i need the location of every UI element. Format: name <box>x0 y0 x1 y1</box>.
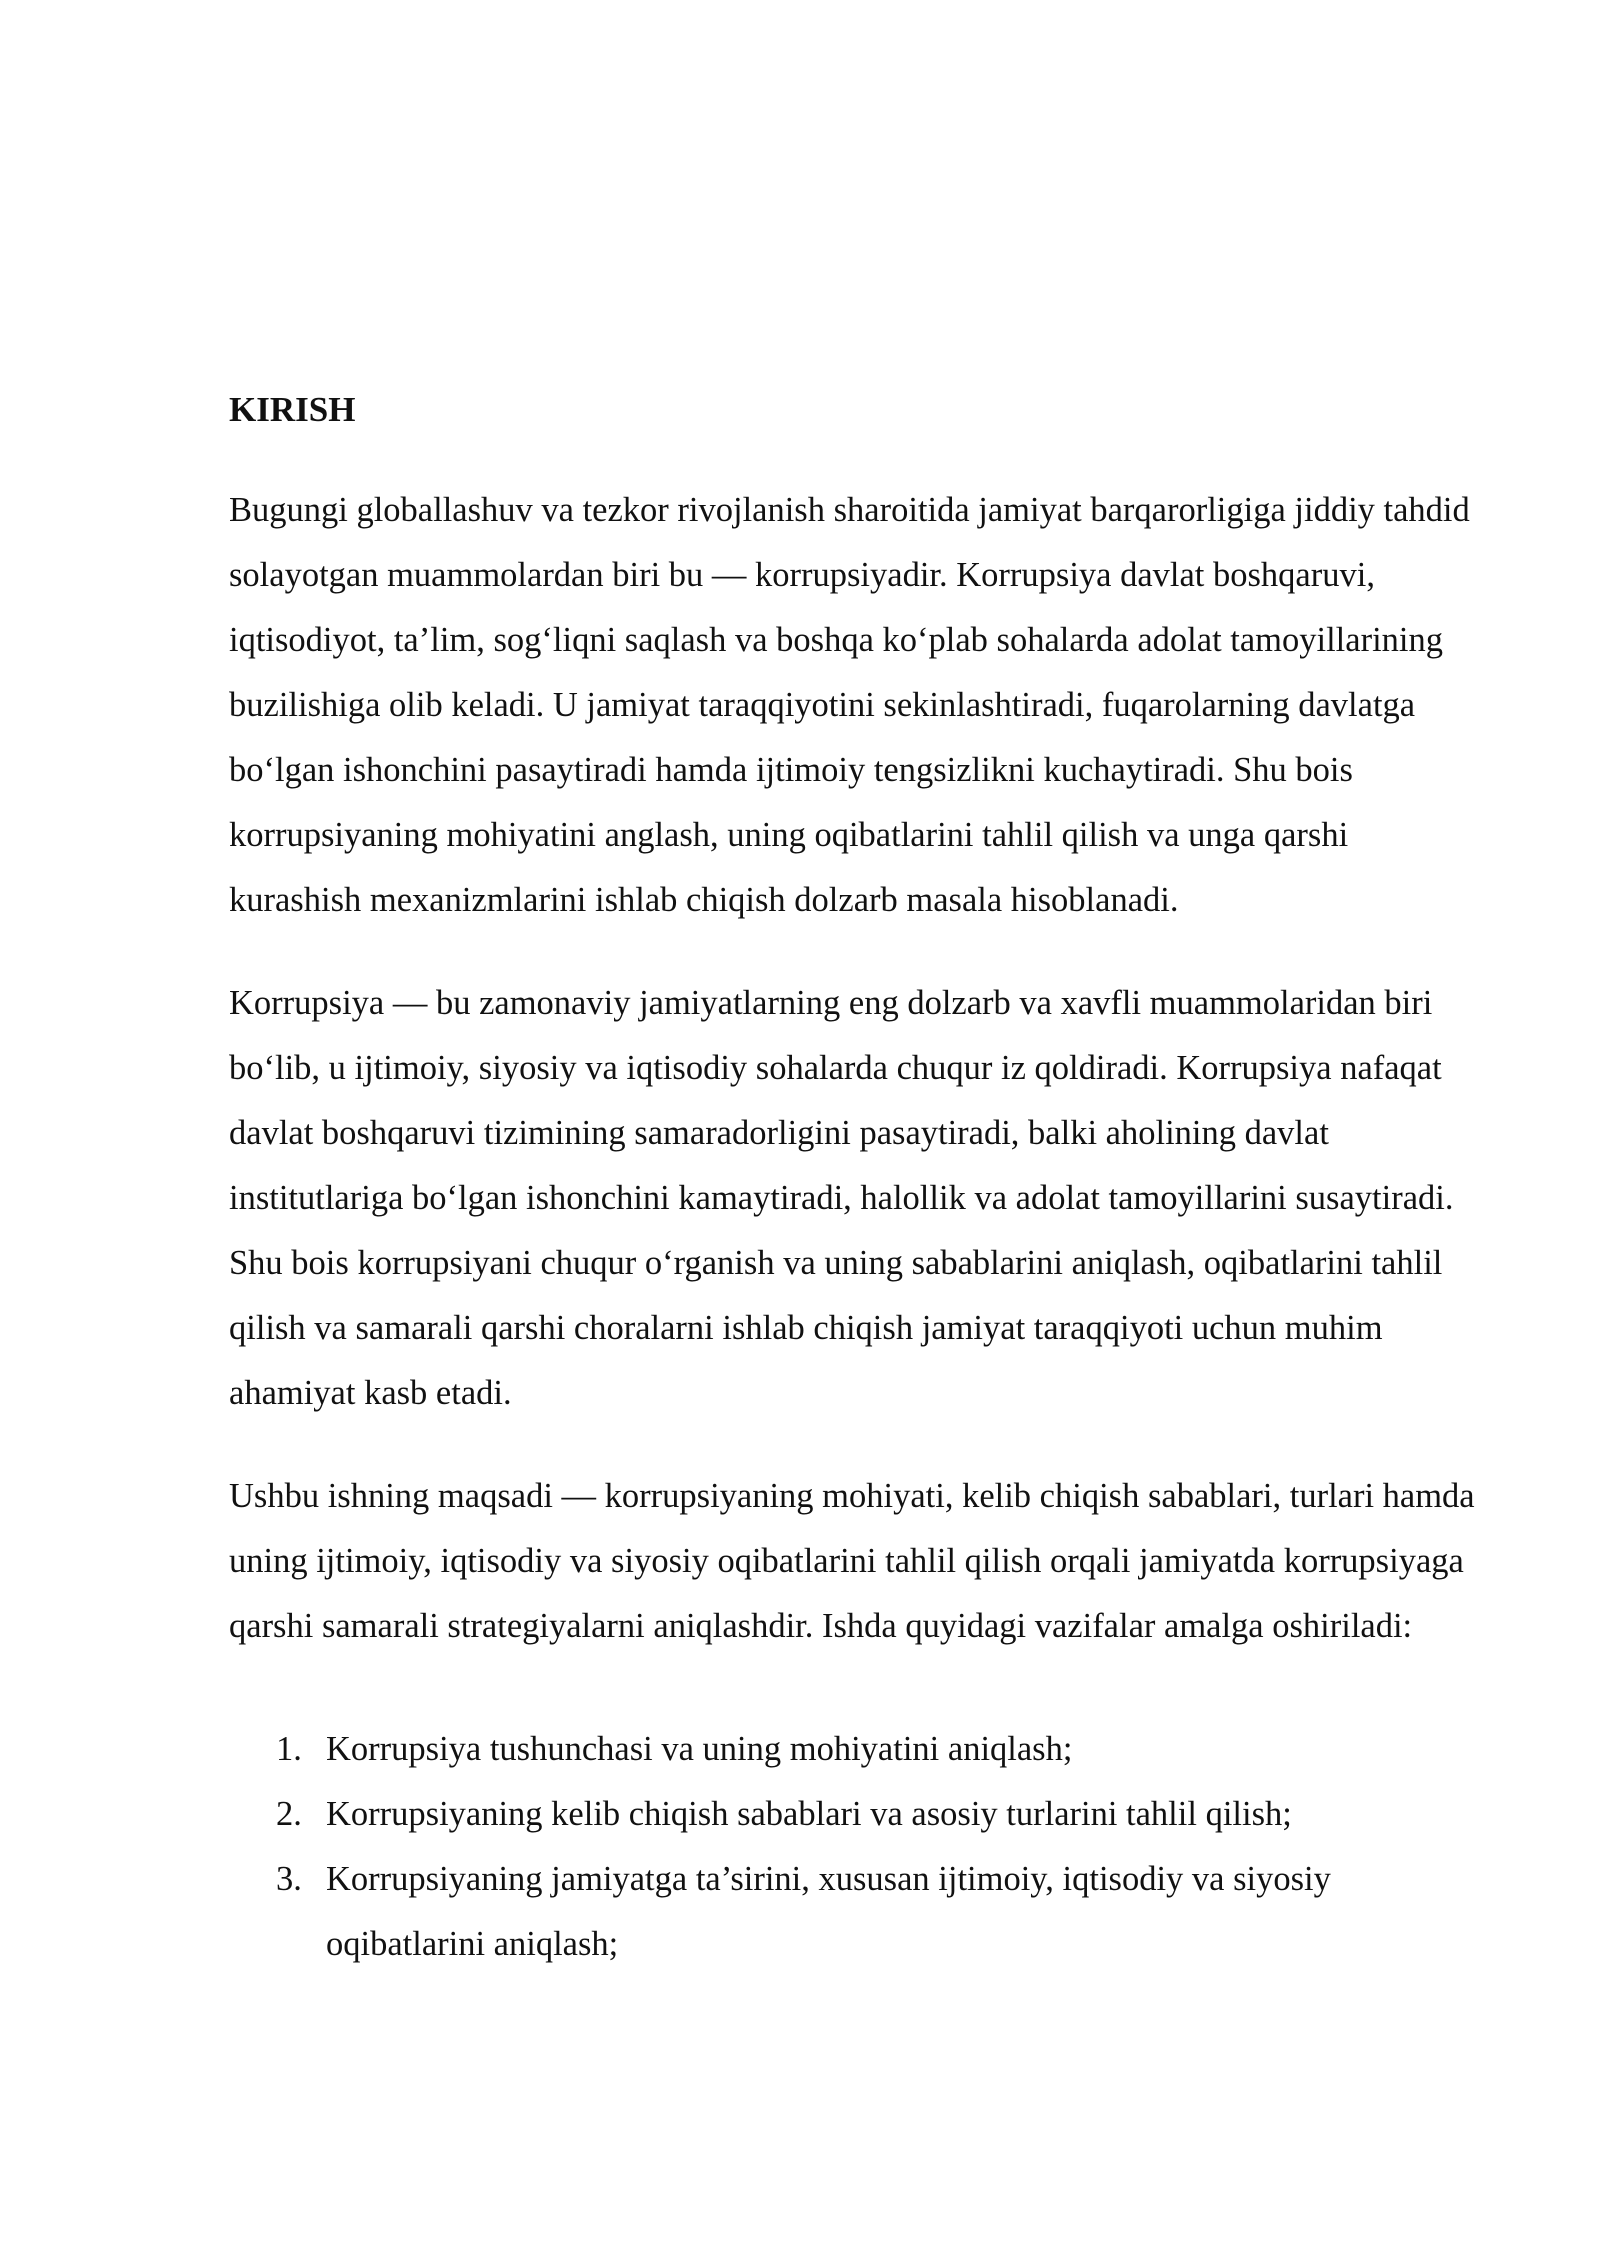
task-number: 1. <box>276 1730 302 1768</box>
task-item <box>229 1782 1489 1847</box>
document-body <box>229 380 1489 1977</box>
task-text: Korrupsiya tushunchasi va uning mohiyatini aniqlash; <box>326 1730 1073 1768</box>
intro-paragraph-3: Ushbu ishning maqsadi — korrupsiyaning mohiyati, kelib chiqish sabablari, turlari hamda uning ijtimoiy, iqtisodiy va siyosiy oqibatlarini tahlil qilish orqali jamiyatda korrupsiyaga qarshi samarali strategiyalarni aniqlashdir. Ishda quyidagi vazifalar amalga oshiriladi: <box>229 1477 1475 1645</box>
task-number: 3. <box>276 1860 302 1898</box>
task-number: 2. <box>276 1795 302 1833</box>
task-item <box>229 1847 1489 1977</box>
task-text: Korrupsiyaning jamiyatga ta’sirini, xususan ijtimoiy, iqtisodiy va siyosiy oqibatlarini aniqlash; <box>326 1860 1331 1963</box>
task-list <box>229 1717 1489 1977</box>
section-heading: KIRISH <box>229 390 356 429</box>
task-text: Korrupsiyaning kelib chiqish sabablari va asosiy turlarini tahlil qilish; <box>326 1795 1292 1833</box>
intro-paragraph-1: Bugungi globallashuv va tezkor rivojlanish sharoitida jamiyat barqarorligiga jiddiy tahdid solayotgan muammolardan biri bu — korrupsiyadir. Korrupsiya davlat boshqaruvi, iqtisodiyot, ta’lim, sog‘liqni saqlash va boshqa ko‘plab sohalarda adolat tamoyillarining buzilishiga olib keladi. U jamiyat taraqqiyotini sekinlashtiradi, fuqarolarning davlatga bo‘lgan ishonchini pasaytiradi hamda ijtimoiy tengsizlikni kuchaytiradi. Shu bois korrupsiyaning mohiyatini anglash, uning oqibatlarini tahlil qilish va unga qarshi kurashish mexanizmlarini ishlab chiqish dolzarb masala hisoblanadi. <box>229 491 1470 919</box>
task-item <box>229 1717 1489 1782</box>
intro-paragraph-2: Korrupsiya — bu zamonaviy jamiyatlarning eng dolzarb va xavfli muammolaridan biri bo‘lib, u ijtimoiy, siyosiy va iqtisodiy sohalarda chuqur iz qoldiradi. Korrupsiya nafaqat davlat boshqaruvi tizimining samaradorligini pasaytiradi, balki aholining davlat institutlariga bo‘lgan ishonchini kamaytiradi, halollik va adolat tamoyillarini susaytiradi. Shu bois korrupsiyani chuqur o‘rganish va uning sabablarini aniqlash, oqibatlarini tahlil qilish va samarali qarshi choralarni ishlab chiqish jamiyat taraqqiyoti uchun muhim ahamiyat kasb etadi. <box>229 984 1454 1412</box>
